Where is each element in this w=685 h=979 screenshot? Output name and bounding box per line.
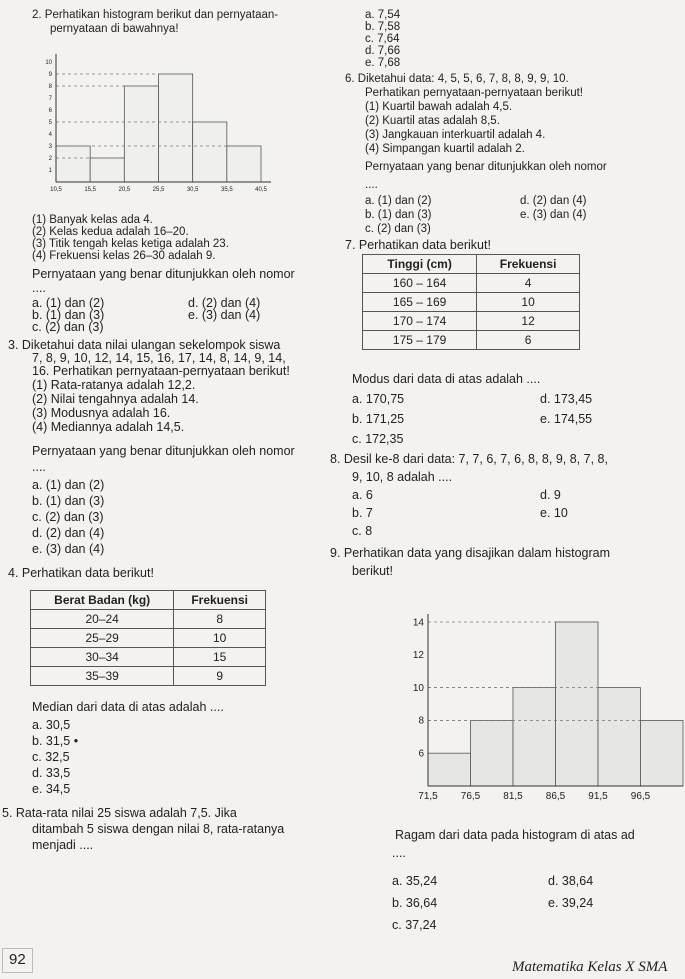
table-header: Berat Badan (kg) bbox=[31, 591, 174, 610]
y-tick-label: 8 bbox=[418, 715, 424, 727]
q9-option-c[interactable]: c. 37,24 bbox=[392, 918, 437, 932]
q6-statement: (1) Kuartil bawah adalah 4,5. bbox=[365, 101, 513, 113]
q9-option-e[interactable]: e. 39,24 bbox=[548, 896, 594, 910]
y-tick-label: 2 bbox=[48, 156, 52, 162]
q4-prompt: Median dari data di atas adalah .... bbox=[32, 700, 224, 714]
q6-option-a[interactable]: a. (1) dan (2) bbox=[365, 195, 432, 207]
q9-option-d[interactable]: d. 38,64 bbox=[548, 874, 594, 888]
x-tick-label: 10,5 bbox=[50, 187, 62, 193]
q9-dots: .... bbox=[392, 846, 406, 860]
q9-prompt: Ragam dari data pada histogram di atas ad bbox=[395, 828, 635, 842]
q3-option-a[interactable]: a. (1) dan (2) bbox=[32, 478, 105, 492]
q3-line: 7, 8, 9, 10, 12, 14, 15, 16, 17, 14, 8, 14, 9, 14, bbox=[32, 351, 286, 365]
q6-dots: .... bbox=[365, 179, 378, 191]
q3-statement: (3) Modusnya adalah 16. bbox=[32, 406, 171, 420]
q4-option-a[interactable]: a. 30,5 bbox=[32, 718, 71, 732]
y-tick-label: 7 bbox=[48, 96, 52, 102]
y-tick-label: 3 bbox=[48, 144, 52, 150]
table-header: Tinggi (cm) bbox=[363, 255, 477, 274]
q3-dots: .... bbox=[32, 460, 46, 474]
table-row: 20–24 8 bbox=[31, 610, 266, 629]
q2-statement: (1) Banyak kelas ada 4. bbox=[32, 214, 153, 226]
q2-dots: .... bbox=[32, 281, 46, 295]
x-tick-label: 91,5 bbox=[588, 791, 608, 802]
q3-statement: (4) Mediannya adalah 14,5. bbox=[32, 420, 185, 434]
table-row: 25–29 10 bbox=[31, 629, 266, 648]
q6-statement: (4) Simpangan kuartil adalah 2. bbox=[365, 143, 525, 155]
x-tick-label: 96,5 bbox=[630, 791, 651, 802]
q2-line: 2. Perhatikan histogram berikut dan pernyataan- bbox=[32, 9, 279, 21]
q3-prompt: Pernyataan yang benar ditunjukkan oleh nomor bbox=[32, 444, 295, 458]
x-tick-label: 40,5 bbox=[255, 187, 267, 193]
table-row: 175 – 179 6 bbox=[363, 331, 580, 350]
histogram-bar bbox=[56, 146, 90, 182]
histogram-bar bbox=[159, 74, 193, 182]
table-row: 35–39 9 bbox=[31, 667, 266, 686]
q6-statement: (2) Kuartil atas adalah 8,5. bbox=[365, 115, 500, 127]
q8-option-a[interactable]: a. 6 bbox=[352, 488, 373, 502]
x-tick-label: 15,5 bbox=[84, 187, 97, 193]
q9-option-a[interactable]: a. 35,24 bbox=[392, 874, 438, 888]
q8-option-e[interactable]: e. 10 bbox=[540, 506, 568, 520]
q2-statement: (2) Kelas kedua adalah 16–20. bbox=[32, 226, 189, 238]
x-tick-label: 71,5 bbox=[418, 791, 438, 802]
q4-table bbox=[30, 590, 266, 686]
q5-option-a[interactable]: a. 7,54 bbox=[365, 9, 401, 21]
q5-option-c[interactable]: c. 7,64 bbox=[365, 33, 400, 45]
q2-option-a[interactable]: a. (1) dan (2) bbox=[32, 296, 105, 310]
q2-statement: (3) Titik tengah kelas ketiga adalah 23. bbox=[32, 238, 229, 250]
q2-statement: (4) Frekuensi kelas 26–30 adalah 9. bbox=[32, 250, 216, 262]
q4-option-d[interactable]: d. 33,5 bbox=[32, 766, 71, 780]
q7-table bbox=[362, 254, 580, 350]
q3-statement: (1) Rata-ratanya adalah 12,2. bbox=[32, 378, 196, 392]
y-tick-label: 4 bbox=[48, 132, 52, 138]
q3-statement: (2) Nilai tengahnya adalah 14. bbox=[32, 392, 199, 406]
histogram-1 bbox=[30, 52, 330, 212]
y-tick-label: 6 bbox=[418, 748, 424, 760]
histogram-bar bbox=[513, 688, 556, 786]
q2-option-b[interactable]: b. (1) dan (3) bbox=[32, 308, 105, 322]
y-tick-label: 8 bbox=[48, 84, 52, 90]
histogram-bar bbox=[471, 720, 514, 786]
q5-option-b[interactable]: b. 7,58 bbox=[365, 21, 401, 33]
q3-line: 16. Perhatikan pernyataan-pernyataan berikut! bbox=[32, 364, 290, 378]
histogram-bar bbox=[428, 753, 471, 786]
table-row: 170 – 174 12 bbox=[363, 312, 580, 331]
q6-option-e[interactable]: e. (3) dan (4) bbox=[520, 209, 587, 221]
q5-line: ditambah 5 siswa dengan nilai 8, rata-ratanya bbox=[32, 822, 285, 836]
q8-option-c[interactable]: c. 8 bbox=[352, 524, 373, 538]
book-title: Matematika Kelas X SMA bbox=[512, 959, 668, 975]
q4-option-e[interactable]: e. 34,5 bbox=[32, 782, 71, 796]
q4-option-b[interactable]: b. 31,5 • bbox=[32, 734, 79, 748]
q3-option-d[interactable]: d. (2) dan (4) bbox=[32, 526, 105, 540]
q6-option-c[interactable]: c. (2) dan (3) bbox=[365, 223, 431, 235]
q7-option-c[interactable]: c. 172,35 bbox=[352, 432, 404, 446]
q7-line: 7. Perhatikan data berikut! bbox=[345, 238, 491, 252]
q3-option-b[interactable]: b. (1) dan (3) bbox=[32, 494, 105, 508]
table-row: 165 – 169 10 bbox=[363, 293, 580, 312]
q5-line: 5. Rata-rata nilai 25 siswa adalah 7,5. Jika bbox=[2, 806, 237, 820]
q6-line: Perhatikan pernyataan-pernyataan berikut! bbox=[365, 87, 584, 99]
q3-line: 3. Diketahui data nilai ulangan sekelompok siswa bbox=[8, 338, 281, 352]
q4-option-c[interactable]: c. 32,5 bbox=[32, 750, 70, 764]
q7-option-d[interactable]: d. 173,45 bbox=[540, 392, 593, 406]
q6-option-b[interactable]: b. (1) dan (3) bbox=[365, 209, 432, 221]
q5-option-d[interactable]: d. 7,66 bbox=[365, 45, 401, 57]
histogram-bar bbox=[598, 688, 641, 786]
y-tick-label: 14 bbox=[412, 617, 424, 629]
y-tick-label: 10 bbox=[45, 60, 52, 66]
y-tick-label: 12 bbox=[412, 650, 424, 662]
y-tick-label: 9 bbox=[48, 72, 52, 78]
q4-line: 4. Perhatikan data berikut! bbox=[8, 566, 154, 580]
page-number: 92 bbox=[2, 948, 33, 973]
q7-option-e[interactable]: e. 174,55 bbox=[540, 412, 593, 426]
table-header: Frekuensi bbox=[174, 591, 266, 610]
histogram-bar bbox=[227, 146, 261, 182]
y-tick-label: 10 bbox=[412, 682, 424, 694]
q9-line: berikut! bbox=[352, 564, 393, 578]
histogram-2 bbox=[388, 612, 685, 808]
q2-option-d[interactable]: d. (2) dan (4) bbox=[188, 296, 261, 310]
q6-prompt: Pernyataan yang benar ditunjukkan oleh nomor bbox=[365, 161, 607, 173]
y-tick-label: 1 bbox=[48, 168, 52, 174]
q2-prompt: Pernyataan yang benar ditunjukkan oleh nomor bbox=[32, 267, 295, 281]
q7-option-a[interactable]: a. 170,75 bbox=[352, 392, 405, 406]
q9-option-b[interactable]: b. 36,64 bbox=[392, 896, 438, 910]
q7-prompt: Modus dari data di atas adalah .... bbox=[352, 372, 541, 386]
q8-line: 8. Desil ke-8 dari data: 7, 7, 6, 7, 6, 8, 8, 9, 8, 7, 8, bbox=[330, 452, 608, 466]
histogram-bar bbox=[641, 720, 684, 786]
x-tick-label: 20,5 bbox=[118, 187, 131, 193]
q8-option-d[interactable]: d. 9 bbox=[540, 488, 561, 502]
y-tick-label: 5 bbox=[48, 120, 52, 126]
q5-line: menjadi .... bbox=[32, 838, 94, 852]
q7-option-b[interactable]: b. 171,25 bbox=[352, 412, 405, 426]
histogram-bar bbox=[193, 122, 227, 182]
x-tick-label: 25,5 bbox=[152, 187, 165, 193]
q3-option-e[interactable]: e. (3) dan (4) bbox=[32, 542, 105, 556]
q2-line: pernyataan di bawahnya! bbox=[50, 23, 179, 35]
q2-option-e[interactable]: e. (3) dan (4) bbox=[188, 308, 261, 322]
table-row: 30–34 15 bbox=[31, 648, 266, 667]
x-tick-label: 81,5 bbox=[503, 791, 523, 802]
histogram-bar bbox=[90, 158, 124, 182]
q6-line: 6. Diketahui data: 4, 5, 5, 6, 7, 8, 8, 9, 9, 10. bbox=[345, 73, 569, 85]
x-tick-label: 35,5 bbox=[220, 187, 233, 193]
q6-option-d[interactable]: d. (2) dan (4) bbox=[520, 195, 587, 207]
table-header: Frekuensi bbox=[477, 255, 580, 274]
q5-option-e[interactable]: e. 7,68 bbox=[365, 57, 401, 69]
histogram-bar bbox=[124, 86, 158, 182]
x-tick-label: 76,5 bbox=[460, 791, 481, 802]
q2-option-c[interactable]: c. (2) dan (3) bbox=[32, 320, 104, 334]
y-tick-label: 6 bbox=[48, 108, 52, 114]
table-row: 160 – 164 4 bbox=[363, 274, 580, 293]
q6-statement: (3) Jangkauan interkuartil adalah 4. bbox=[365, 129, 546, 141]
x-tick-label: 30,5 bbox=[186, 187, 199, 193]
q9-line: 9. Perhatikan data yang disajikan dalam histogram bbox=[330, 546, 611, 560]
x-tick-label: 86,5 bbox=[545, 791, 566, 802]
histogram-bar bbox=[556, 622, 599, 786]
q8-line: 9, 10, 8 adalah .... bbox=[352, 470, 453, 484]
q8-option-b[interactable]: b. 7 bbox=[352, 506, 373, 520]
q3-option-c[interactable]: c. (2) dan (3) bbox=[32, 510, 104, 524]
